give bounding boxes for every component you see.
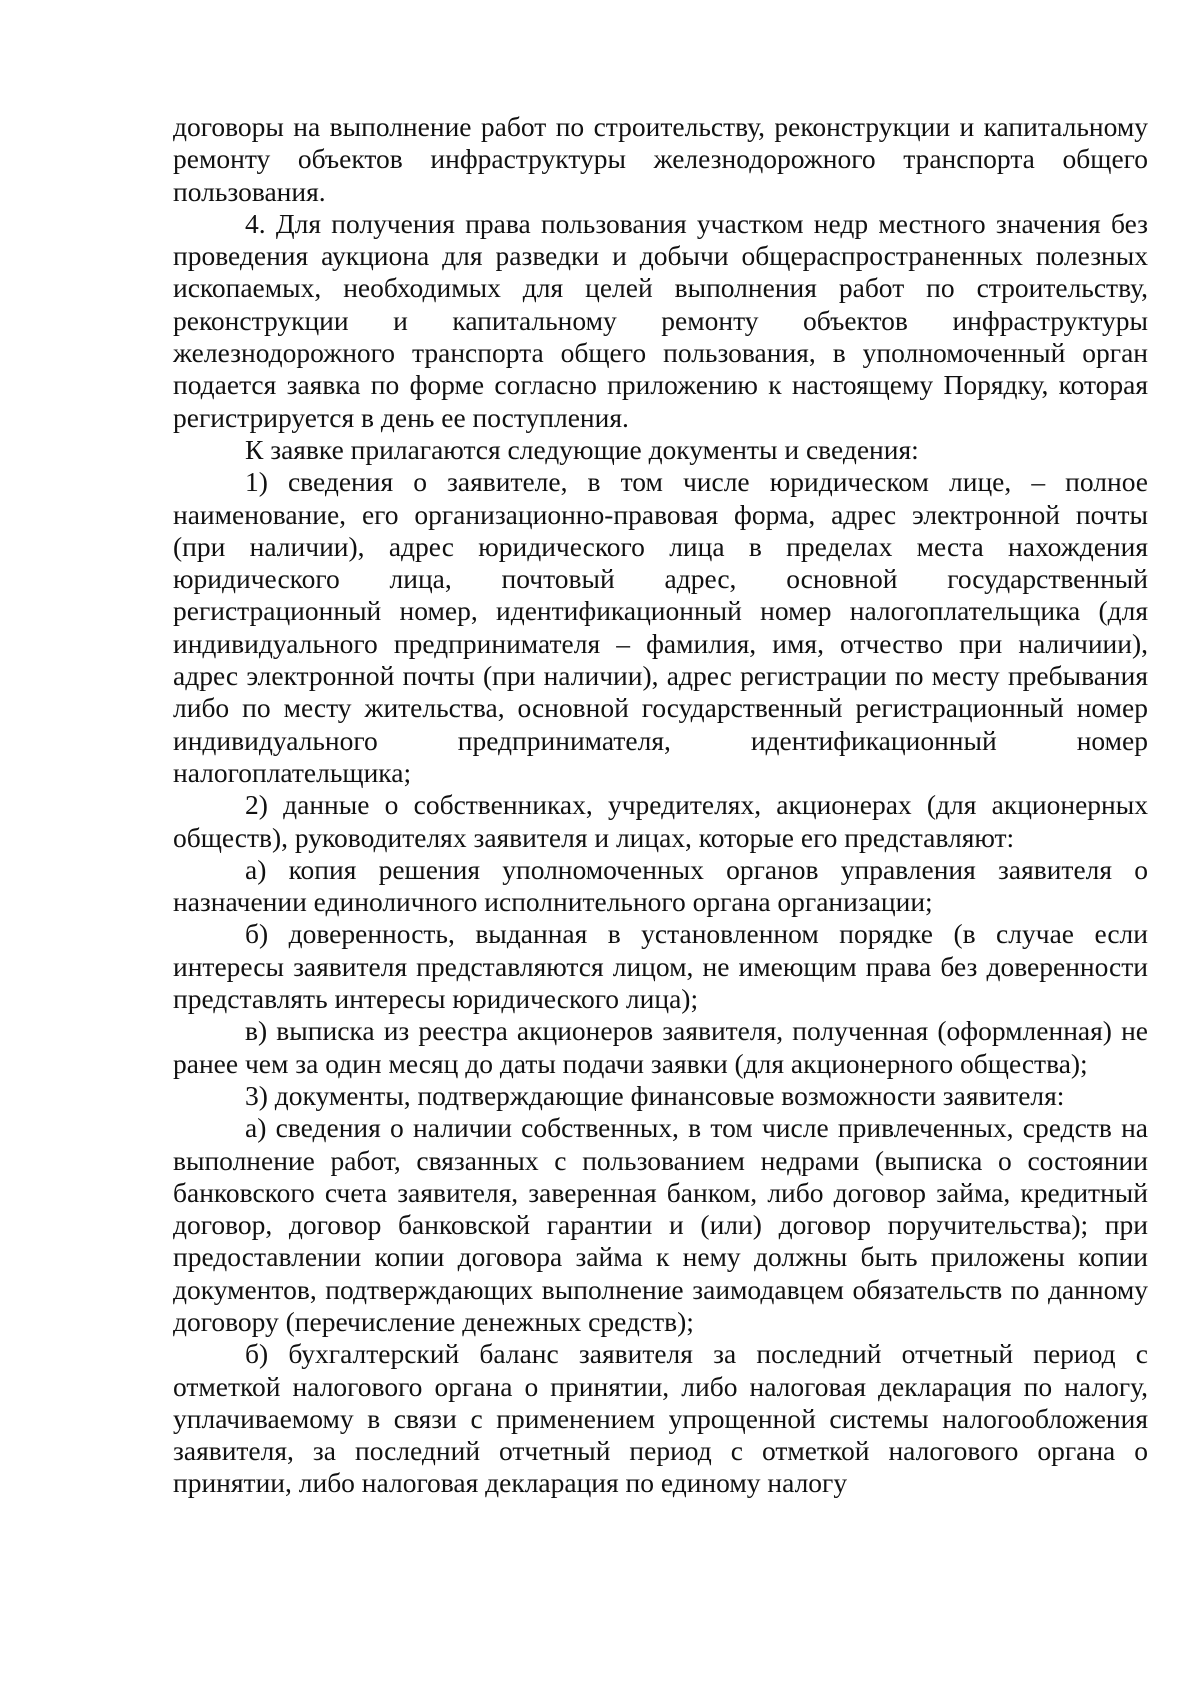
paragraph-subitem-3: 3) документы, подтверждающие финансовые возможности заявителя: [245, 1079, 1065, 1111]
paragraph-subitem-3b: б) бухгалтерский баланс заявителя за последний отчетный период с отметкой налогового органа о принятии, либо налоговая декларация по налогу, уплачиваемому в связи с применением упрощенной системы налогообложения заявителя, за последний отчетный период с отметкой налогового органа о принятии, либо налоговая декларация по единому налогу [173, 1338, 1148, 1499]
paragraph-subitem-2: 2) данные о собственниках, учредителях, акционерах (для акционерных обществ), руководителях заявителя и лицах, которые его представляют: [173, 789, 1148, 853]
paragraph-subitem-3a: а) сведения о наличии собственных, в том числе привлеченных, средств на выполнение работ, связанных с пользованием недрами (выписка о состоянии банковского счета заявителя, заверенная банком, либо договор займа, кредитный договор, договор банковской гарантии и (или) договор поручительства); при предоставлении копии договора займа к нему должны быть приложены копии документов, подтверждающих выполнение заимодавцем обязательств по данному договору (перечисление денежных средств); [173, 1112, 1148, 1337]
paragraph-item-4: 4. Для получения права пользования участком недр местного значения без проведения аукциона для разведки и добычи общераспространенных полезных ископаемых, необходимых для целей выполнения работ по строительству, реконструкции и капитальному ремонту объектов инфраструктуры железнодорожного транспорта общего пользования, в уполномоченный орган подается заявка по форме согласно приложению к настоящему Порядку, которая регистрируется в день ее поступления. [173, 207, 1148, 433]
paragraph-subitem-1: 1) сведения о заявителе, в том числе юридическом лице, – полное наименование, его организационно-правовая форма, адрес электронной почты (при наличии), адрес юридического лица в пределах места нахождения юридического лица, почтовый адрес, основной государственный регистрационный номер, идентификационный номер налогоплательщика (для индивидуального предпринимателя – фамилия, имя, отчество при наличиии), адрес электронной почты (при наличии), адрес регистрации по месту пребывания либо по месту жительства, основной государственный регистрационный номер индивидуального предпринимателя, идентификационный номер налогоплательщика; [173, 466, 1148, 788]
paragraph-subitem-2v: в) выписка из реестра акционеров заявителя, полученная (оформленная) не ранее чем за один месяц до даты подачи заявки (для акционерного общества); [173, 1015, 1148, 1079]
paragraph-attachments-intro: К заявке прилагаются следующие документы и сведения: [245, 433, 919, 465]
paragraph-subitem-2b: б) доверенность, выданная в установленном порядке (в случае если интересы заявителя представляются лицом, не имеющим права без доверенности представлять интересы юридического лица); [173, 918, 1148, 1015]
paragraph-subitem-2a: а) копия решения уполномоченных органов управления заявителя о назначении единоличного исполнительного органа организации; [173, 853, 1148, 918]
document-body [173, 111, 1148, 1500]
paragraph-contracts-continuation: договоры на выполнение работ по строительству, реконструкции и капитальному ремонту объектов инфраструктуры железнодорожного транспорта общего пользования. [173, 111, 1148, 207]
